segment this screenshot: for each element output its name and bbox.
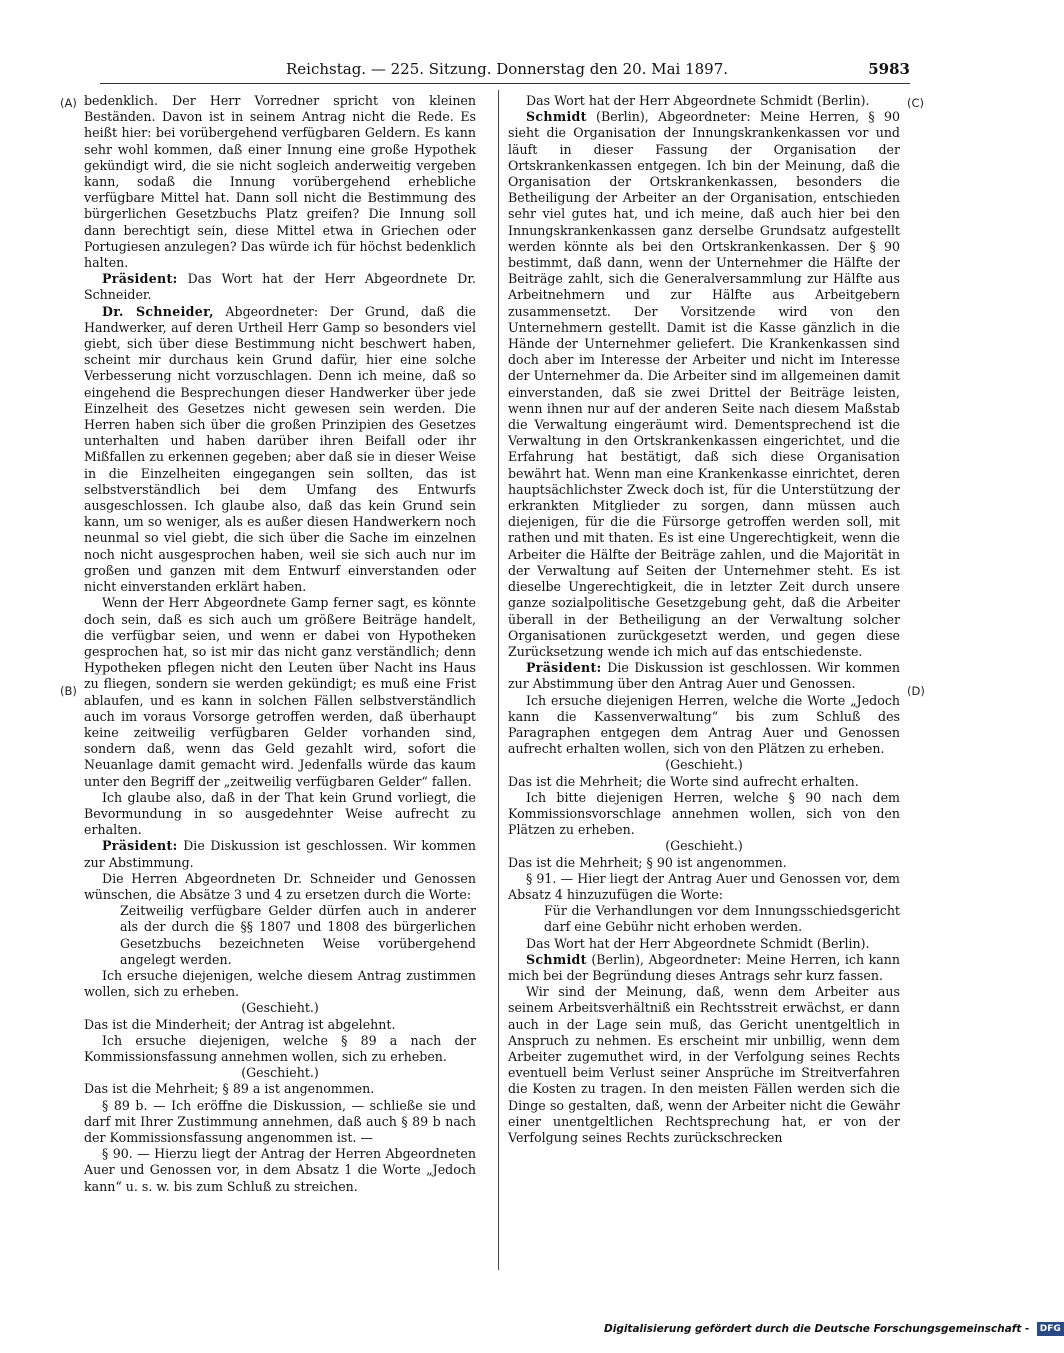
paragraph: Ich ersuche diejenigen Herren, welche die Worte „Jedoch kann die Kassenverwaltung“ bis zum Schluß des Paragraphen entgegen dem Antrag Auer und Genossen aufrecht erhalten wollen, sich von den Plätzen zu erheben. — [508, 692, 900, 757]
paragraph: Das ist die Minderheit; der Antrag ist abgelehnt. — [84, 1016, 396, 1032]
column-divider — [498, 90, 499, 1270]
paragraph — [508, 109, 900, 660]
left-column — [84, 93, 476, 1195]
speaker-name: Präsident: — [102, 271, 178, 287]
paragraph: Wir sind der Meinung, daß, wenn dem Arbeiter aus seinem Arbeitsverhältniß ein Rechtsstreit erwächst, er dann auch in der Lage sein muß, das Gericht unentgeltlich in Anspruch zu nehmen. Es erscheint mir unbillig, wenn dem Arbeiter zugemuthet wird, in der Verfolgung seines Rechts eventuell beim Verlust seiner Ansprüche im Streitverfahren die Kosten zu tragen. In den meisten Fällen werden sich die Dinge so gestalten, daß, wenn der Arbeiter nicht die Gewähr einer unentgeltlichen Rechtsprechung hat, er von der Verfolgung seines Rechts zurückschrecken — [508, 984, 900, 1145]
right-column — [508, 93, 900, 1146]
margin-marker-d: (D) — [907, 684, 925, 698]
paragraph: Ich bitte diejenigen Herren, welche § 90 nach dem Kommissionsvorschlage annehmen wollen, sich von den Plätzen zu erheben. — [508, 789, 900, 838]
paragraph: Ich glaube also, daß in der That kein Grund vorliegt, die Bevormundung in so ausgedehnter Weise aufrecht zu erhalten. — [84, 789, 476, 838]
stage-direction: (Geschieht.) — [241, 1065, 319, 1081]
speech-text: Das Wort hat der Herr Abgeordnete Dr. Schneider. — [84, 271, 476, 303]
speaker-name: Dr. Schneider, — [102, 303, 214, 319]
paragraph: Die Herren Abgeordneten Dr. Schneider und Genossen wünschen, die Absätze 3 und 4 zu ersetzen durch die Worte: — [84, 870, 476, 902]
paragraph — [508, 660, 900, 692]
running-title: Reichstag. — 225. Sitzung. Donnerstag den 20. Mai 1897. — [286, 60, 729, 78]
footer-text: Digitalisierung gefördert durch die Deutsche Forschungsgemeinschaft - — [604, 1323, 1030, 1335]
paragraph: § 89 b. — Ich eröffne die Diskussion, — schließe sie und darf mit Ihrer Zustimmung annehmen, daß auch § 89 b nach der Kommissionsfassung angenommen ist. — — [84, 1097, 476, 1145]
stage-direction: (Geschieht.) — [665, 838, 743, 854]
footer-credit — [604, 1319, 1061, 1339]
dfg-logo: DFG — [1037, 1322, 1064, 1336]
paragraph: § 90. — Hierzu liegt der Antrag der Herren Abgeordneten Auer und Genossen vor, in dem Absatz 1 die Worte „Jedoch kann“ u. s. w. bis zum Schluß zu streichen. — [84, 1146, 476, 1194]
paragraph: Das Wort hat der Herr Abgeordnete Schmidt (Berlin). — [526, 935, 870, 951]
stage-direction: (Geschieht.) — [241, 1000, 319, 1016]
speech-text: Abgeordneter: Der Grund, daß die Handwerker, auf deren Urtheil Herr Gamp so besonders viel giebt, sich über diese Bestimmung nicht beschwert haben, scheint mir durchaus kein Grund dafür, hier eine solche Verbesserung nicht vorzuschlagen. Denn ich meine, daß so eingehend die Besprechungen dieser Handwerker über jede Einzelheit des Gesetzes nicht gewesen sein werden. Die Herren haben sich über die großen Prinzipien des Gesetzes unterhalten und haben darüber ihren Beifall oder ihr Mißfallen zu erkennen gegeben; aber daß sie in dieser Weise in die Einzelheiten eingegangen sein sollten, das ist selbstverständlich bei dem Umfang des Entwurfs ausgeschlossen. Ich glaube also, daß das kein Grund sein kann, um so weniger, als es außer diesen Handwerkern noch neunmal so viel giebt, die sich über die Sache im einzelnen noch nicht ausgesprochen haben, weil sie sich auch nur im großen und ganzen mit dem Entwurf einverstanden oder nicht einverstanden erklärt haben. — [84, 303, 476, 595]
margin-marker-a: (A) — [60, 96, 77, 110]
paragraph: Das ist die Mehrheit; die Worte sind aufrecht erhalten. — [508, 773, 859, 789]
paragraph: Wenn der Herr Abgeordnete Gamp ferner sagt, es könnte doch sein, daß es sich auch um größere Beiträge handelt, die verfügbar seien, und wenn er dabei von Hypotheken gesprochen hat, so ist mir das nicht ganz verständlich; denn Hypotheken pflegen nicht den Leuten über Nacht ins Haus zu fliegen, sondern sie werden gekündigt; es muß eine Frist ablaufen, und es kann in solchen Fällen selbstverständlich auch im voraus Vorsorge getroffen werden, daß überhaupt keine zeitweilig verfügbaren Gelder vorhanden sind, sondern daß, wenn das Geld gezahlt wird, sofort die Neuanlage damit gemacht wird. Jedenfalls würde das kaum unter den Begriff der „zeitweilig verfügbaren Gelder“ fallen. — [84, 595, 476, 789]
speaker-name: Schmidt — [526, 109, 587, 125]
speech-text: Die Diskussion ist geschlossen. Wir kommen zur Abstimmung. — [84, 838, 476, 870]
paragraph — [508, 952, 900, 984]
paragraph — [84, 838, 476, 870]
margin-marker-b: (B) — [60, 684, 77, 698]
speaker-name: Präsident: — [102, 838, 178, 854]
paragraph: § 91. — Hier liegt der Antrag Auer und Genossen vor, dem Absatz 4 hinzuzufügen die Worte: — [508, 870, 900, 902]
paragraph: Ich ersuche diejenigen, welche § 89 a nach der Kommissionsfassung annehmen wollen, sich zu erheben. — [84, 1032, 476, 1064]
speech-text: Die Diskussion ist geschlossen. Wir kommen zur Abstimmung über den Antrag Auer und Genossen. — [508, 660, 900, 692]
paragraph — [84, 271, 476, 303]
running-header — [100, 58, 910, 80]
paragraph: bedenklich. Der Herr Vorredner spricht von kleinen Beständen. Davon ist in seinem Antrag nicht die Rede. Es heißt hier: bei vorübergehend verfügbaren Geldern. Es kann sehr wohl kommen, daß einer Innung eine große Hypothek gekündigt wird, die sie nicht sogleich anderweitig vergeben kann, sodaß die Innung vorübergehend erhebliche verfügbare Mittel hat. Dann soll nicht die Bestimmung des bürgerlichen Gesetzbuchs Platz greifen? Die Innung soll dann berechtigt sein, diese Mittel etwa in Griechen oder Portugiesen anzulegen? Das würde ich für höchst bedenklich halten. — [84, 93, 476, 271]
paragraph: Ich ersuche diejenigen, welche diesem Antrag zustimmen wollen, sich zu erheben. — [84, 967, 476, 1000]
quoted-motion: Zeitweilig verfügbare Gelder dürfen auch in anderer als der durch die §§ 1807 und 1808 des bürgerlichen Gesetzbuchs bezeichneten Weise vorübergehend angelegt werden. — [120, 903, 476, 967]
speech-text: (Berlin), Abgeordneter: Meine Herren, ich kann mich bei der Begründung dieses Antrags sehr kurz fassen. — [508, 951, 901, 983]
margin-marker-c: (C) — [907, 96, 925, 110]
speaker-name: Präsident: — [526, 660, 602, 676]
paragraph — [84, 304, 476, 596]
paragraph: Das ist die Mehrheit; § 89 a ist angenommen. — [84, 1081, 375, 1097]
speech-text: (Berlin), Abgeordneter: Meine Herren, § 90 sieht die Organisation der Innungskrankenkassen vor und läuft in dieser Fassung der Organisation der Ortskrankenkassen entgegen. Ich bin der Meinung, daß die Organisation der Ortskrankenkassen, besonders die Betheiligung der Arbeiter an der Organisation, entschieden sehr viel gutes hat, und ich meine, daß auch hier bei den Innungskrankenkassen ganz derselbe Grundsatz aufgestellt werden könnte als bei den Ortskrankenkassen. Der § 90 bestimmt, daß dann, wenn der Unternehmer die Hälfte der Beiträge zahlt, sich die Generalversammlung zur Hälfte aus Arbeitnehmern und zur Hälfte aus Arbeitgebern zusammensetzt. Der Vorsitzende wird von den Unternehmern gestellt. Damit ist die Kasse gänzlich in die Hände der Unternehmer geliefert. Die Krankenkassen sind doch aber im Interesse der Arbeiter und nicht im Interesse der Unternehmer da. Die Arbeiter sind im allgemeinen damit einverstanden, daß sie zwei Drittel der Beiträge leisten, wenn ihnen nur auf der anderen Seite nach diesem Maßstab die Verwaltung eingeräumt wird. Dementsprechend ist die Verwaltung in den Ortskrankenkassen eingerichtet, und die Erfahrung hat bestätigt, daß sich diese Organisation bewährt hat. Wenn man eine Krankenkasse einrichtet, deren hauptsächlichster Zweck doch ist, für die Unterstützung der erkrankten Mitglieder zu sorgen, dann müssen auch diejenigen, für die die Fürsorge getroffen werden soll, mit rathen und mit thaten. Es ist eine Ungerechtigkeit, wenn die Arbeiter die Hälfte der Beiträge zahlen, und die Majorität in der Verwaltung auf Seiten der Unternehmer steht. Es ist dieselbe Ungerechtigkeit, die in letzter Zeit durch unsere ganze sozialpolitische Gesetzgebung geht, daß die Arbeiter überall in der Betheiligung an der Verwaltung solcher Organisationen zurückgesetzt werden, und gegen diese Zurücksetzung wende ich mich auf das entschiedenste. — [508, 109, 900, 659]
header-rule — [100, 83, 910, 84]
paragraph: Das ist die Mehrheit; § 90 ist angenommen. — [508, 854, 787, 870]
stage-direction: (Geschieht.) — [665, 757, 743, 773]
speaker-name: Schmidt — [526, 951, 587, 967]
quoted-motion: Für die Verhandlungen vor dem Innungsschiedsgericht darf eine Gebühr nicht erhoben werden. — [544, 903, 900, 935]
paragraph: Das Wort hat der Herr Abgeordnete Schmidt (Berlin). — [526, 93, 870, 108]
page-number: 5983 — [868, 60, 910, 78]
